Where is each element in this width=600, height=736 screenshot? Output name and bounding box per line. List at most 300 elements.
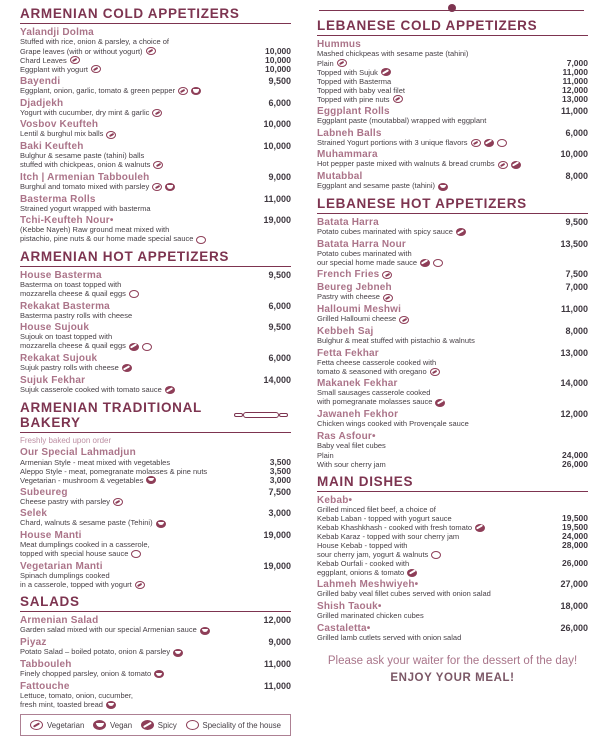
vegetarian-icon: [498, 161, 508, 169]
ornament-dot-icon: [448, 4, 456, 12]
variant-price: 28,000: [562, 540, 588, 551]
item-price: 9,500: [268, 75, 291, 86]
variant-text: Plain: [317, 58, 334, 68]
section-title-text: LEBANESE COLD APPETIZERS: [317, 18, 538, 33]
variant-row: [20, 458, 291, 467]
menu-section: [20, 6, 291, 244]
menu-footer: [317, 655, 588, 686]
vegetarian-icon: [30, 720, 43, 730]
item-description-line: [317, 398, 588, 407]
item-name-wrap: [20, 301, 110, 312]
menu-item: [317, 239, 588, 268]
vegan-icon: [156, 520, 166, 528]
item-name: Kebbeh Saj: [317, 325, 374, 337]
variant-text-wrap: [317, 86, 405, 95]
item-description-text: in a casserole, topped with yogurt: [20, 579, 132, 589]
menu-item: [20, 447, 291, 485]
item-description-text: Stuffed with rice, onion & parsley, a choice of: [20, 37, 169, 46]
item-description-line: [317, 50, 588, 59]
item-description-text: Grilled baby veal fillet cubes served with onion salad: [317, 589, 491, 599]
menu-item: [317, 149, 588, 169]
variant-price: 3,500: [269, 456, 291, 467]
spicy-icon: [165, 386, 175, 394]
vegetarian-icon: [91, 65, 101, 73]
item-name-wrap: [317, 269, 392, 280]
item-name-row: [20, 194, 291, 205]
item-description-text: Strained Yogurt portions with 3 unique flavors: [317, 137, 468, 147]
item-name: House Manti: [20, 530, 82, 542]
menu-item: [20, 530, 291, 559]
variant-text: Grape leaves (with or without yogurt): [20, 46, 143, 56]
section-title: [317, 474, 588, 492]
menu-item: [317, 409, 588, 429]
menu-item: [317, 326, 588, 346]
item-description-text: Yogurt with cucumber, dry mint & garlic: [20, 107, 150, 117]
item-price: 19,000: [263, 560, 291, 571]
variant-text: Topped with pine nuts: [317, 94, 390, 104]
item-description-text: tomato & seasoned with oregano: [317, 366, 427, 376]
section-intro: Freshly baked upon order: [20, 435, 112, 445]
item-description-text: pistachio, pine nuts & our home made special sauce: [20, 234, 194, 244]
item-description-line: [20, 235, 291, 244]
item-description-line: [317, 293, 588, 302]
item-name-row: [20, 301, 291, 312]
item-description-line: [20, 342, 291, 351]
item-description-text: our special home made sauce: [317, 257, 418, 267]
section-title-text: ARMENIAN HOT APPETIZERS: [20, 248, 230, 264]
item-description-line: [317, 590, 588, 599]
item-price: 18,000: [560, 601, 588, 612]
legend-label: Speciality of the house: [202, 720, 281, 730]
item-description-line: [317, 117, 588, 126]
menu-section: [317, 474, 588, 643]
menu-section: [20, 400, 291, 590]
item-price: 19,000: [263, 530, 291, 541]
menu-item: [20, 322, 291, 351]
item-name: Baki Keufteh: [20, 141, 84, 153]
vegetarian-icon: [337, 59, 347, 67]
speciality-icon: [142, 343, 152, 351]
speciality-icon: [497, 139, 507, 147]
menu-item: [20, 194, 291, 214]
variant-text-wrap: [20, 65, 101, 74]
item-name: Tchi-Keufteh Nour•: [20, 215, 114, 227]
menu-item: [317, 431, 588, 469]
variant-price: 13,000: [562, 93, 588, 104]
spicy-icon: [475, 524, 485, 532]
menu-item: [317, 282, 588, 302]
vegetarian-icon: [399, 316, 409, 324]
item-price: 13,000: [560, 347, 588, 358]
menu-sections-left: [20, 6, 291, 709]
legend-item: [93, 720, 132, 730]
item-description-line: [20, 626, 291, 635]
vegan-icon: [146, 476, 156, 484]
item-price: 9,500: [268, 269, 291, 280]
variant-row: [20, 56, 291, 65]
item-description-text: Eggplant and sesame paste (tahini): [317, 181, 435, 191]
spicy-icon: [456, 228, 466, 236]
vegetarian-icon: [146, 47, 156, 55]
menu-item: [317, 348, 588, 377]
item-description-text: Sujuk casserole cooked with tomato sauce: [20, 384, 162, 394]
item-description-line: [20, 183, 291, 192]
item-price: 7,500: [268, 486, 291, 497]
legend-item: [186, 720, 281, 730]
item-name: Our Special Lahmadjun: [20, 446, 136, 458]
variant-text-wrap: [317, 68, 391, 77]
menu-item: [317, 39, 588, 104]
spicy-icon: [407, 569, 417, 577]
speciality-icon: [186, 720, 199, 730]
variant-text-wrap: [317, 550, 441, 559]
item-price: 11,000: [263, 658, 291, 669]
item-name: Fetta Fekhar: [317, 347, 379, 359]
spicy-icon: [129, 343, 139, 351]
item-description-text: Grilled marinated chicken cubes: [317, 611, 424, 621]
item-name: Lahmeh Meshwiyeh•: [317, 579, 419, 591]
item-name: Labneh Balls: [317, 127, 382, 139]
variant-row: [317, 532, 588, 541]
item-price: 8,000: [565, 325, 588, 336]
variant-text-wrap: [20, 458, 170, 467]
item-name: Castaletta•: [317, 622, 371, 634]
item-description-text: Grilled Halloumi cheese: [317, 314, 397, 324]
menu-section: [20, 594, 291, 709]
item-name-row: [317, 269, 588, 280]
item-description-text: Fetta cheese casserole cooked with: [317, 357, 437, 367]
variant-text: House Kebab - topped with: [317, 541, 408, 551]
item-name: Yalandji Dolma: [20, 27, 94, 38]
item-price: 26,000: [560, 622, 588, 633]
item-name: House Basterma: [20, 269, 102, 281]
item-name: Subeureg: [20, 486, 68, 498]
item-price: 13,500: [560, 238, 588, 249]
variant-text-wrap: [20, 476, 156, 485]
item-description-text: Chard, walnuts & sesame paste (Tehini): [20, 518, 153, 528]
variant-text: Kebab Khashkhash - cooked with fresh tomato: [317, 523, 473, 533]
item-description-text: Spinach dumplings cooked: [20, 570, 110, 580]
vegetarian-icon: [430, 368, 440, 376]
menu-item: [317, 378, 588, 407]
item-name: Armenian Salad: [20, 615, 99, 627]
item-name: Batata Harra Nour: [317, 238, 406, 250]
vegan-icon: [154, 670, 164, 678]
menu-item: [20, 561, 291, 590]
menu-item: [20, 681, 291, 710]
variant-row: [317, 59, 588, 68]
item-name: Eggplant Rolls: [317, 105, 390, 117]
menu-item: [20, 375, 291, 395]
item-description-text: Finely chopped parsley, onion & tomato: [20, 668, 152, 678]
item-description-line: [20, 87, 291, 96]
item-description-line: [20, 670, 291, 679]
variant-text: Plain: [317, 450, 334, 460]
item-description-line: [317, 442, 588, 451]
menu-column-left: [20, 6, 291, 730]
variant-row: [317, 514, 588, 523]
item-description-text: fresh mint, toasted bread: [20, 699, 103, 709]
menu-item: [317, 217, 588, 237]
variant-text-wrap: [317, 559, 409, 568]
item-description-text: Lettuce, tomato, onion, cucumber,: [20, 690, 133, 700]
variant-text: Topped with Sujuk: [317, 67, 378, 77]
item-description-text: Basterma on toast topped with: [20, 279, 122, 289]
menu-item: [317, 106, 588, 126]
item-description-line: [317, 139, 588, 148]
variant-row: [317, 86, 588, 95]
section-title-text: LEBANESE HOT APPETIZERS: [317, 195, 527, 211]
section-title-text: SALADS: [20, 594, 80, 610]
item-name: Rekakat Sujouk: [20, 352, 98, 364]
legend-box: [20, 714, 291, 736]
item-description-line: [20, 648, 291, 657]
item-name: Rekakat Basterma: [20, 300, 110, 312]
item-price: 11,000: [263, 680, 291, 691]
variant-text: Armenian Style - meat mixed with vegetables: [20, 457, 171, 467]
item-description-line: [20, 701, 291, 710]
variant-row: [317, 451, 588, 460]
variant-price: 11,000: [562, 66, 588, 77]
menu-sections-right: [317, 18, 588, 643]
vegan-icon: [438, 183, 448, 191]
menu-item: [317, 269, 588, 280]
item-price: 9,000: [268, 637, 291, 648]
variant-text-wrap: [20, 56, 80, 65]
item-name: Batata Harra: [317, 216, 379, 228]
variant-text-wrap: [317, 95, 403, 104]
item-description-line: [317, 506, 588, 515]
item-name-wrap: [20, 194, 96, 205]
item-description-line: [317, 368, 588, 377]
menu-item: [20, 270, 291, 299]
speciality-icon: [431, 551, 441, 559]
footer-dessert-note: Please ask your waiter for the dessert of the day!: [327, 654, 578, 667]
section-title: [20, 249, 291, 267]
item-name-row: [20, 98, 291, 109]
spicy-icon: [122, 364, 132, 372]
vegan-icon: [200, 627, 210, 635]
legend-item: [141, 720, 177, 730]
item-description-line: [317, 612, 588, 621]
variant-price: 26,000: [562, 458, 588, 469]
variant-text-wrap: [317, 460, 386, 469]
variant-price: 10,000: [265, 45, 291, 56]
item-description-text: Grilled lamb cutlets served with onion salad: [317, 632, 462, 642]
vegetarian-icon: [393, 95, 403, 103]
item-description-line: [317, 228, 588, 237]
item-description-text: with pomegranate molasses sauce: [317, 397, 433, 407]
menu-item: [20, 119, 291, 139]
item-name: Fattouche: [20, 680, 70, 692]
menu-item: [20, 487, 291, 507]
item-price: 19,000: [263, 215, 291, 226]
item-name: Vosbov Keufteh: [20, 119, 99, 131]
item-price: 11,000: [560, 304, 588, 315]
item-name: Hummus: [317, 39, 361, 50]
item-description-text: Potato Salad – boiled potato, onion & parsley: [20, 647, 171, 657]
item-price: 9,500: [268, 322, 291, 333]
variant-text: sour cherry jam, yogurt & walnuts: [317, 550, 429, 560]
variant-row-continuation: [317, 568, 588, 577]
variant-text-wrap: [317, 568, 417, 577]
item-description-line: [20, 109, 291, 118]
item-name: Jawaneh Fekhor: [317, 408, 399, 420]
vegetarian-icon: [113, 498, 123, 506]
variant-text: Vegetarian - mushroom & vegetables: [20, 475, 144, 485]
item-name: House Sujouk: [20, 322, 90, 334]
item-description-text: Pastry with cheese: [317, 292, 380, 302]
menu-item: [317, 601, 588, 621]
variant-row: [20, 47, 291, 56]
menu-item: [20, 615, 291, 635]
variant-row: [317, 77, 588, 86]
item-name: Djadjekh: [20, 97, 64, 109]
variant-text-wrap: [317, 523, 485, 532]
section-title: [20, 400, 291, 433]
variant-price: 26,000: [562, 558, 588, 569]
menu-column-right: [317, 6, 588, 700]
item-description-text: Potato cubes marinated with spicy sauce: [317, 226, 453, 236]
item-name: French Fries: [317, 269, 380, 281]
legend-label: Spicy: [157, 720, 177, 730]
item-price: 14,000: [263, 374, 291, 385]
item-description-text: Garden salad mixed with our special Armenian sauce: [20, 625, 197, 635]
item-price: 10,000: [560, 149, 588, 160]
item-description-line: [317, 337, 588, 346]
variant-row: [317, 523, 588, 532]
item-description-line: [20, 498, 291, 507]
vegetarian-icon: [178, 87, 188, 95]
menu-item: [317, 495, 588, 578]
item-name: Beureg Jebneh: [317, 282, 392, 294]
menu-item: [20, 27, 291, 74]
variant-text-wrap: [317, 541, 407, 550]
item-name: Muhammara: [317, 149, 378, 161]
item-description-text: mozzarella cheese & quail eggs: [20, 288, 126, 298]
item-name-row: [317, 495, 588, 506]
variant-text: Eggplant with yogurt: [20, 64, 88, 74]
item-description-text: Eggplant, onion, garlic, tomato & green pepper: [20, 85, 176, 95]
item-price: 6,000: [565, 127, 588, 138]
item-name: Kebab•: [317, 494, 353, 506]
item-name-row: [317, 128, 588, 139]
menu-item: [317, 579, 588, 599]
variant-text: Topped with Basterma: [317, 76, 392, 86]
item-price: 6,000: [268, 352, 291, 363]
variant-price: 24,000: [562, 449, 588, 460]
item-price: 6,000: [268, 97, 291, 108]
spicy-icon: [381, 68, 391, 76]
vegetarian-icon: [152, 109, 162, 117]
variant-text: Topped with baby veal filet: [317, 85, 405, 95]
variant-text-wrap: [20, 467, 207, 476]
rolling-pin-icon: [243, 412, 279, 418]
item-name-row: [20, 447, 291, 458]
variant-price: 3,000: [269, 474, 291, 485]
legend-label: Vegetarian: [47, 720, 85, 730]
speciality-icon: [433, 259, 443, 267]
item-description-text: Basterma pastry rolls with cheese: [20, 310, 133, 320]
item-name: Piyaz: [20, 637, 47, 649]
variant-text-wrap: [317, 59, 347, 68]
item-description-text: Strained yogurt wrapped with basterma: [20, 203, 151, 213]
item-description-line: [20, 519, 291, 528]
section-title-text: ARMENIAN COLD APPETIZERS: [20, 6, 240, 21]
variant-row: [317, 460, 588, 469]
item-name-wrap: [20, 487, 68, 498]
variant-text: Aleppo Style - meat, pomegranate molasses & pine nuts: [20, 466, 208, 476]
item-price: 12,000: [263, 615, 291, 626]
menu-item: [20, 659, 291, 679]
vegan-icon: [93, 720, 106, 730]
item-description-line: [20, 581, 291, 590]
item-description-line: [20, 312, 291, 321]
item-description-text: Sujouk on toast topped with: [20, 332, 113, 342]
variant-price: 7,000: [566, 57, 588, 68]
item-price: 12,000: [560, 408, 588, 419]
variant-row: [317, 541, 588, 550]
vegan-icon: [165, 183, 175, 191]
item-description-line: [20, 290, 291, 299]
item-name-wrap: [20, 447, 136, 458]
menu-item: [20, 508, 291, 528]
variant-row: [20, 467, 291, 476]
legend-item: [30, 720, 84, 730]
item-description-text: stuffed with chickpeas, onion & walnuts: [20, 159, 151, 169]
item-description-line: [20, 130, 291, 139]
menu-item: [20, 141, 291, 170]
item-description-text: Grilled minced filet beef, a choice of: [317, 504, 436, 514]
item-price: 7,500: [565, 269, 588, 280]
item-description-line: [317, 259, 588, 268]
item-description-line: [20, 205, 291, 214]
item-description-text: topped with special house sauce: [20, 548, 129, 558]
item-name: Ras Asfour•: [317, 430, 376, 442]
item-description-text: Potato cubes marinated with: [317, 248, 412, 258]
speciality-icon: [131, 550, 141, 558]
item-name: Tabbouleh: [20, 658, 72, 670]
vegan-icon: [191, 87, 201, 95]
item-description-line: [20, 386, 291, 395]
section-title: [317, 196, 588, 214]
section-title: [317, 18, 588, 36]
item-description-line: [317, 160, 588, 169]
variant-text: eggplant, onions & tomato: [317, 568, 405, 578]
item-price: 3,000: [268, 508, 291, 519]
menu-item: [317, 128, 588, 148]
variant-text: With sour cherry jam: [317, 459, 386, 469]
item-description-text: Baby veal filet cubes: [317, 440, 386, 450]
spicy-icon: [435, 399, 445, 407]
item-price: 27,000: [560, 579, 588, 590]
variant-row: [20, 65, 291, 74]
ornament-divider: [319, 6, 584, 11]
section-title-text: MAIN DISHES: [317, 473, 414, 489]
vegetarian-icon: [106, 131, 116, 139]
menu-item: [20, 98, 291, 118]
speciality-icon: [129, 290, 139, 298]
vegetarian-icon: [382, 271, 392, 279]
variant-text-wrap: [20, 47, 156, 56]
menu-item: [317, 171, 588, 191]
speciality-icon: [196, 236, 206, 244]
item-description-text: Hot pepper paste mixed with walnuts & bread crumbs: [317, 159, 495, 169]
variant-price: 19,500: [562, 513, 588, 524]
item-price: 8,000: [565, 171, 588, 182]
item-description-text: (Kebbe Nayeh) Raw ground meat mixed with: [20, 225, 170, 235]
variant-price: 10,000: [265, 54, 291, 65]
